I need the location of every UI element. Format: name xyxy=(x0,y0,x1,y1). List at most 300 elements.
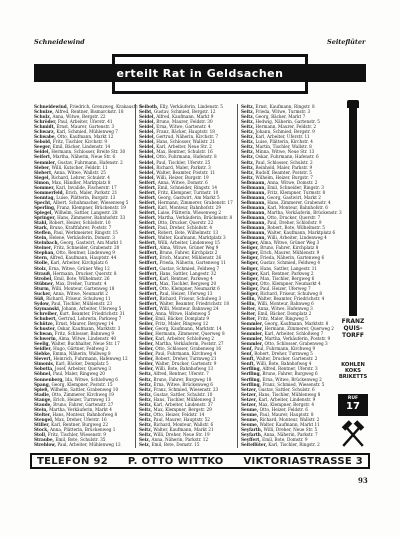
entry-details: Paul, Fuhrmann, Kirchweg 9 xyxy=(254,346,316,352)
entry-details: Georg, Gastwirt, Am Markt 1 xyxy=(60,240,123,246)
entry-surname: Seliger, xyxy=(241,270,259,276)
entry-details: Paul, Maurer, Hauptstr. 8 xyxy=(259,411,314,417)
entry-surname: Seitz, xyxy=(139,401,153,407)
entry-details: Robert, Heizer, Schloßstr. 10 xyxy=(49,220,111,226)
entry-details: Paul, Arbeiter, Uferstr. 41 xyxy=(57,119,113,125)
entry-surname: Süß, xyxy=(34,295,45,301)
entry-surname: Stein, xyxy=(34,406,48,412)
entry-details: Hans, Sattler, Langestr. 11 xyxy=(260,265,318,271)
entry-details: Erna, Witwe, Gartenstr. 4 xyxy=(156,124,211,130)
entry-surname: Seitz, xyxy=(139,416,153,422)
entry-surname: Seitz, xyxy=(241,144,255,150)
entry-surname: Seidel, xyxy=(139,129,155,135)
entry-details: Richard, Friseur, Schulweg 11 xyxy=(46,295,111,301)
entry-details: Walter, Drucker, Gartenstr. 9 xyxy=(155,361,217,367)
entry-details: Johann, Schmied, Bergstr. 9 xyxy=(255,129,315,135)
entry-details: Gertrud, Lehrerin, Parkweg 7 xyxy=(58,315,122,321)
entry-surname: Seitz, xyxy=(139,376,153,382)
entry-details: Emil, Bäcker, Domplatz 2 xyxy=(257,310,312,316)
entry-details: Otto, Heizer, Feldstr. 6 xyxy=(259,406,308,412)
entry-surname: Senft, xyxy=(241,361,255,367)
entry-details: Ernst, Kaufmann, Ringstr. 8 xyxy=(255,104,315,109)
entry-details: Richard, Maler, Parkstr. 3 xyxy=(156,164,211,170)
ad-phone-label: RUF xyxy=(347,396,359,401)
directory-column-3 xyxy=(241,104,342,448)
footer-phone: TELEFON 92 xyxy=(37,455,108,467)
entry-surname: Seitz, xyxy=(139,396,153,402)
entry-surname: Seiffert, xyxy=(139,260,158,266)
entry-surname: Seiffert, xyxy=(139,300,158,306)
entry-surname: Seitz, xyxy=(241,149,255,155)
entry-details: Anna, Witwe, Hafenweg 5 xyxy=(155,310,211,316)
entry-surname: Semmler, xyxy=(241,341,264,347)
entry-surname: Sonntag, xyxy=(34,194,55,200)
entry-surname: Seiffert, xyxy=(139,305,158,311)
entry-details: Otto, Zimmerer, Kirchweg 19 xyxy=(51,391,114,397)
entry-surname: Seiler, xyxy=(139,326,154,332)
entry-details: Hans, Monteur, Bahnhofweg 8 xyxy=(52,411,118,417)
entry-surname: Selbmann, xyxy=(241,235,266,241)
entry-surname: Seidel, xyxy=(34,149,50,155)
entry-surname: Sievert, xyxy=(34,356,52,362)
entry-surname: Sommer, xyxy=(34,184,55,190)
entry-surname: Staude, xyxy=(34,401,52,407)
entry-surname: Seelig, xyxy=(34,341,50,347)
entry-surname: Seiler, xyxy=(139,331,154,337)
entry-surname: Strehlow, xyxy=(34,442,56,448)
entry-details: Emil, Schneider, Ringstr. 14 xyxy=(157,184,218,190)
entry-details: Walter, Buchhalter, Neue Str. 17 xyxy=(51,341,120,347)
entry-details: Richard, Friseur, Schulweg 8 xyxy=(260,290,323,296)
entry-details: Erna, Witwe, Brückenweg 2 xyxy=(262,376,322,382)
entry-details: Max, Dreher, Turmstr. 4 xyxy=(55,280,107,286)
entry-details: Willi, Bote, Bahnhofweg 4 xyxy=(256,361,312,367)
entry-details: Erich, Maurer, Mühlenstr. 26 xyxy=(159,255,222,261)
entry-surname: Sellin, xyxy=(241,295,256,301)
entry-details: Willi, Monteur, Bahnweg 6 xyxy=(257,300,314,306)
entry-surname: Seliger, xyxy=(241,275,259,281)
entry-surname: Sydow, xyxy=(34,300,50,306)
entry-details: Walter, Kaufmann, Markt 11 xyxy=(259,421,320,427)
entry-surname: Seeger, xyxy=(34,144,52,150)
entry-surname: Schwerin, xyxy=(34,336,58,342)
entry-details: Richard, Monteur, Wallstr. 6 xyxy=(153,421,214,427)
entry-surname: Setzer, xyxy=(241,401,258,407)
entry-details: Fritz, Tischler, Wiesenstr. 9 xyxy=(47,432,106,438)
footer-company: P. OTTO WITTKO xyxy=(127,455,224,467)
entry-details: Robert, Dreher, Turmweg 5 xyxy=(254,351,313,357)
entry-details: Frieda, Witwe, Turmstr. 3 xyxy=(255,109,311,115)
entry-surname: Seiler, xyxy=(139,361,154,367)
entry-details: Walter, Kaufmann, Markt 21 xyxy=(153,427,214,432)
entry-surname: Sobotta, xyxy=(34,366,54,372)
entry-details: Georg, Kaufmann, Marktstr. 8 xyxy=(264,321,329,327)
entry-surname: Seiler, xyxy=(139,321,154,327)
entry-surname: Selbmann, xyxy=(241,204,266,210)
ad-fuel-item: KOKS xyxy=(345,368,361,375)
entry-surname: Stern, xyxy=(34,255,49,261)
entry-details: Gertrud, Näherin, Kirchstr. 7 xyxy=(156,134,219,140)
entry-details: Hermann, Drucker, Querstr. 8 xyxy=(52,270,117,276)
entry-details: Karl, Monteur, Bahnhofstr. 6 xyxy=(267,204,328,210)
entry-details: Martha, Näherin, Neue Str. 6 xyxy=(52,154,116,160)
entry-surname: Seifert, xyxy=(139,209,157,215)
entry-surname: Springer, xyxy=(34,215,56,221)
entry-details: Paul, Heizer, Uferweg 13 xyxy=(159,290,213,296)
entry-details: Gustav, Sattler, Schulstr. 6 xyxy=(258,386,315,392)
entry-details: Minna, Witwe, Neue Str. 13 xyxy=(255,149,315,155)
entry-surname: Seifert, xyxy=(139,184,157,190)
entry-surname: Spieß, xyxy=(34,386,49,392)
entry-surname: Seidel, xyxy=(139,169,155,175)
entry-details: Karl, Bäcker, Domplatz 5 xyxy=(55,361,109,367)
entry-details: Erna, Witwe, Brückenweg 6 xyxy=(153,381,213,387)
entry-details: Josef, Arbeiter, Querweg 3 xyxy=(54,366,112,372)
entry-surname: Seifert, xyxy=(139,189,157,195)
entry-details: Hedwig, Näherin, Gartenstr. 5 xyxy=(255,119,320,125)
entry-details: Otto, Fuhrmann, Hafenstr. 8 xyxy=(156,154,217,160)
ad-brand xyxy=(335,318,371,339)
entry-surname: Seitz, xyxy=(241,174,255,180)
entry-surname: Seitz, xyxy=(139,421,153,427)
ad-phone-badge xyxy=(338,394,368,416)
entry-details: Ernst, Maurer, Gartenstr. 3 xyxy=(56,124,115,130)
entry-details: Martha, Verkäuferin, Markt 4 xyxy=(49,406,112,412)
entry-details: Wilhelm, Heizer, Burgstr. 7 xyxy=(255,174,313,180)
entry-details: Reinhold, Maler, Parkstr. 9 xyxy=(255,164,313,170)
directory-entry xyxy=(139,442,233,447)
entry-details: Willi, Dreher, Neue Str. 19 xyxy=(153,432,210,438)
entry-details: Gustav, Schmied, Feldweg 4 xyxy=(260,260,321,266)
entry-surname: Stock, xyxy=(34,427,49,432)
entry-surname: Seiboth, xyxy=(139,104,159,109)
entry-details: Anna, Witwe, Hafenweg 3 xyxy=(257,305,313,311)
entry-details: Bruno, Fahrer, Burgweg 18 xyxy=(153,376,212,382)
entry-details: Karl, Arbeiter, Neue Str. 2 xyxy=(156,144,212,150)
entry-surname: Stoll, xyxy=(34,432,47,438)
entry-surname: Strobel, xyxy=(34,275,53,281)
entry-details: Paul, Heizer, Uferweg 7 xyxy=(260,285,311,291)
entry-surname: Steiner, xyxy=(34,245,53,251)
entry-surname: Seiffert, xyxy=(139,285,158,291)
entry-details: Richard, Lehrer, Schulstr. 4 xyxy=(51,174,110,180)
entry-details: Anna, Plätterin, Brückenweg 1 xyxy=(50,427,116,432)
entry-details: Karl, Invalide, Fischerstr. 17 xyxy=(56,184,117,190)
entry-surname: Selbmann, xyxy=(241,194,266,200)
entry-details: Willi, Monteur, Bahnweg 24 xyxy=(159,305,219,311)
entry-surname: Sieber, xyxy=(34,164,51,170)
entry-surname: Stübner, xyxy=(34,280,54,286)
entry-surname: Seyfarth, xyxy=(241,432,263,438)
entry-surname: Seiffert, xyxy=(139,250,158,256)
entry-surname: Seidel, xyxy=(139,164,155,170)
entry-details: Max, Händler, Marktplatz 8 xyxy=(51,179,111,185)
entry-details: Otto, Kaufmann, Markt 12 xyxy=(57,134,114,140)
entry-details: Alfred, Kaufmann, Markt 9 xyxy=(156,114,214,120)
entry-surname: Sperling, xyxy=(34,204,56,210)
entry-details: Robert, Bote, Wilhelmstr. 13 xyxy=(157,230,219,236)
entry-details: Emil, Bäcker, Lindenstr. 14 xyxy=(52,144,111,150)
entry-details: Karl, Tischler, Ringstr. 2 xyxy=(268,442,320,448)
entry-details: Paul, Maler, Ringweg 20 xyxy=(52,371,105,377)
entry-surname: Seiz, xyxy=(139,442,151,448)
entry-surname: Seliger, xyxy=(241,255,259,261)
entry-surname: Sonnenberg, xyxy=(34,376,64,382)
entry-details: Walter, Kaufmann, Marktplatz 6 xyxy=(267,230,336,236)
entry-surname: Seume, xyxy=(241,416,259,422)
entry-surname: Seifert, xyxy=(139,199,157,205)
entry-surname: Sturm, xyxy=(34,285,51,291)
entry-surname: Seitz, xyxy=(241,109,255,115)
entry-details: Otto, Heizer, Feldstr. 14 xyxy=(153,411,205,417)
directory-entry xyxy=(34,442,130,447)
entry-details: Albert, Schuhmacher, Wiesenweg 5 xyxy=(52,199,129,205)
entry-surname: Seidel, xyxy=(139,134,155,140)
entry-details: Hermann, Zimmerer, Querweg 8 xyxy=(155,331,225,337)
entry-details: Richard, Monteur, Wallstr. 2 xyxy=(259,416,320,422)
directory-entry xyxy=(241,442,327,447)
entry-details: Bruno, Fahrer, Kirchplatz 8 xyxy=(260,245,319,251)
crossed-hammers-icon xyxy=(339,420,367,448)
entry-details: Willi, Dreher, Neue Str. 5 xyxy=(263,427,318,432)
entry-details: Willi, Arbeiter, Lindenweg 4 xyxy=(267,235,327,241)
column-divider xyxy=(135,104,136,448)
entry-details: Karl, Rentner, Burgweg 22 xyxy=(51,421,108,427)
entry-surname: Seitz, xyxy=(241,154,255,160)
entry-details: Karl, Arbeiter, Kirchplatz 6 xyxy=(50,260,108,266)
entry-details: Fritz, Klempner, Turmstr. 8 xyxy=(267,189,326,195)
entry-details: Erich, Maler, Parkstr. 21 xyxy=(65,189,118,195)
entry-surname: Semmler, xyxy=(241,326,264,332)
entry-surname: Seiler, xyxy=(139,346,154,352)
entry-details: Robert, Dreher, Turmweg 21 xyxy=(155,356,217,362)
entry-surname: Sebold, xyxy=(34,139,52,145)
entry-surname: Selbmann, xyxy=(241,225,266,231)
entry-surname: Seifert, xyxy=(139,204,157,210)
entry-surname: Seiler, xyxy=(139,356,154,362)
entry-surname: Seiteflüter, xyxy=(241,442,267,448)
entry-details: Georg, Klempner, Poststr. 15 xyxy=(51,381,113,387)
entry-surname: Strauß, xyxy=(34,270,52,276)
entry-surname: Stark, xyxy=(34,225,49,231)
entry-surname: Serfling, xyxy=(241,371,261,377)
entry-details: Hans, Zimmerer, Grabenstr. 4 xyxy=(267,199,331,205)
entry-details: Paul, Tischler, Uferstr. 25 xyxy=(156,159,211,165)
entry-surname: Seitz, xyxy=(139,391,153,397)
entry-surname: Seidel, xyxy=(139,159,155,165)
entry-surname: Selbmann, xyxy=(241,209,266,215)
entry-surname: Seidel, xyxy=(139,174,155,180)
entry-surname: Semmler, xyxy=(34,159,57,165)
entry-surname: Seitz, xyxy=(241,164,255,170)
directory-column-1 xyxy=(34,104,143,448)
entry-surname: Seume, xyxy=(241,411,259,417)
entry-details: Hans, Sattler, Langestr. 32 xyxy=(159,270,217,276)
entry-surname: Simon, xyxy=(34,179,51,185)
entry-details: Paul, Dreher, Schloßstr. 4 xyxy=(157,225,212,231)
entry-surname: Stadie, xyxy=(34,391,51,397)
entry-surname: Seiffert, xyxy=(139,280,158,286)
entry-details: Bruno, Fahrer, Gartenstr. 27 xyxy=(53,401,114,407)
entry-details: Alfred, Rentner, Uferstr. 7 xyxy=(153,371,209,377)
entry-details: Emil, Schneider, Ringstr. 3 xyxy=(267,184,324,190)
ad-fuel-list xyxy=(335,362,371,381)
entry-surname: Selbmann, xyxy=(241,199,266,205)
entry-surname: Seliger, xyxy=(241,260,259,266)
entry-surname: Selbmann, xyxy=(241,179,266,185)
entry-details: Max, Dreher, Uferstr. 16 xyxy=(54,416,107,422)
entry-details: Bruno, Fahrer, Kirchplatz 2 xyxy=(159,250,218,256)
entry-surname: Specht, xyxy=(34,199,52,205)
entry-details: Fritz, Klempner, Turmstr. 10 xyxy=(157,189,219,195)
entry-surname: Schütze, xyxy=(34,321,55,327)
entry-surname: Serfling, xyxy=(241,366,261,372)
entry-details: Luise, Plätterin, Wiesenweg 2 xyxy=(157,209,222,215)
running-head-left: Schneidewind xyxy=(34,38,85,46)
entry-details: Fritz, Maler, Ringweg 5 xyxy=(257,315,308,321)
entry-details: Otto, Drucker, Querstr. 22 xyxy=(157,220,214,226)
entry-surname: Seidel, xyxy=(139,114,155,120)
banner-band xyxy=(34,64,366,82)
entry-details: Walter, Beamter, Friedrichstr. 4 xyxy=(257,295,325,301)
entry-details: Emil, Bäcker, Domplatz 9 xyxy=(155,315,210,321)
entry-surname: Schwabe, xyxy=(34,134,56,140)
entry-surname: Seidel, xyxy=(139,149,155,155)
entry-details: Erich, Heizer, Turmweg 13 xyxy=(53,396,111,402)
entry-details: Franz, Schmied, Wiesenstr. 23 xyxy=(153,386,219,392)
entry-surname: Stengel, xyxy=(34,416,54,422)
entry-details: Fritz, Schlosser, Bahnweg 9 xyxy=(54,331,115,337)
entry-details: Emil, Bote, Domstr. 15 xyxy=(151,442,200,448)
entry-surname: Stahl, xyxy=(34,220,48,226)
entry-details: Hermann, Zimmerer, Querweg 2 xyxy=(264,326,334,332)
entry-details: Hans, Tischler, Mühlenweg 3 xyxy=(153,396,216,402)
entry-surname: Seliger, xyxy=(241,285,259,291)
entry-surname: Seitz, xyxy=(241,119,255,125)
entry-surname: Stolle, xyxy=(34,260,50,266)
ad-brand-line: FRANZ xyxy=(341,318,365,325)
entry-details: Willi, Arbeiter, Lindenweg 15 xyxy=(157,240,220,246)
entry-details: Otto, Drucker, Querstr. 7 xyxy=(267,215,321,221)
entry-details: Alma, Witwe, Grüner Weg 9 xyxy=(159,245,219,251)
entry-details: Franz, Bäcker, Hauptstr. 18 xyxy=(156,129,215,135)
entry-details: Walter, Beamter, Poststr. 11 xyxy=(156,169,216,175)
entry-surname: Stelter, xyxy=(34,411,52,417)
entry-details: Karl, Monteur, Bahnhofstr. 29 xyxy=(157,204,221,210)
entry-details: Karl, Arbeiter, Lindenstr. 37 xyxy=(153,401,213,407)
entry-surname: Seifert, xyxy=(139,194,157,200)
entry-details: Richard, Friseur, Schulweg 3 xyxy=(159,295,222,301)
entry-details: Georg, Gastwirt, Markt 2 xyxy=(267,194,321,200)
entry-surname: Seidel, xyxy=(139,119,155,125)
entry-surname: Seliger, xyxy=(241,245,259,251)
entry-details: Alfred, Rentner, Bismarckstr. 18 xyxy=(55,109,124,115)
entry-details: Gustav, Schmied, Bergstr. 12 xyxy=(153,109,216,115)
entry-details: Rudolf, Beamter, Poststr. 5 xyxy=(255,169,312,175)
entry-details: Alma, Witwe, Grüner Weg 3 xyxy=(260,240,320,246)
ad-brand-line: TORFF xyxy=(341,332,364,339)
entry-surname: Senf, xyxy=(241,346,253,352)
entry-details: Alma, Witwe, Lindenstr. 40 xyxy=(58,336,117,342)
ad-brand-line: QUIS- xyxy=(343,325,363,332)
entry-surname: Seiz, xyxy=(139,437,151,443)
entry-surname: Seidel, xyxy=(139,124,155,130)
entry-details: Franz, Schmied, Wiesenstr. 5 xyxy=(262,381,325,387)
entry-surname: Sommerfeld, xyxy=(34,189,64,195)
entry-details: Emil, Bote, Schulstr. 35 xyxy=(55,437,106,443)
entry-surname: Seitz, xyxy=(241,134,255,140)
entry-surname: Seitz, xyxy=(241,139,255,145)
entry-details: Paul, Fuhrmann, Kirchweg 4 xyxy=(155,351,217,357)
entry-surname: Seifert, xyxy=(139,179,157,185)
entry-details: Erich, Maurer, Mühlenstr. 9 xyxy=(260,250,320,256)
entry-surname: Seiffert, xyxy=(139,290,158,296)
entry-details: Willi, Heizer, Burgstr. 19 xyxy=(156,174,209,180)
entry-details: Wilhelm, Sattler, Langestr. 28 xyxy=(54,209,118,215)
page-number: 93 xyxy=(358,476,368,485)
entry-surname: Seyfarth, xyxy=(241,427,263,432)
entry-surname: Stolz, xyxy=(34,265,48,271)
entry-details: Helene, Verkäuferin, Domstr. 3 xyxy=(49,235,115,241)
entry-surname: Seiffert, xyxy=(139,245,158,251)
directory-column-2 xyxy=(139,104,233,448)
entry-details: Fritz, Maler, Ringweg 12 xyxy=(155,321,209,327)
entry-details: Wilhelm, Sattler, Grabenweg 10 xyxy=(50,386,119,392)
entry-details: Emil, Bote, Wilhelmstr. 26 xyxy=(53,275,110,281)
entry-details: Paul, Tischler, Mühlenstr. 23 xyxy=(51,300,112,306)
entry-surname: Seidel, xyxy=(139,139,155,145)
entry-surname: Selbmann, xyxy=(241,220,266,226)
entry-surname: Selter, xyxy=(241,315,257,321)
entry-surname: Seiffert, xyxy=(139,275,158,281)
entry-surname: Seliger, xyxy=(241,290,259,296)
entry-details: Hans, Zimmerer, Bahnhofstr. 33 xyxy=(57,215,126,221)
entry-surname: Selbmann, xyxy=(241,189,266,195)
entry-surname: Stange, xyxy=(34,396,52,402)
entry-surname: Seyffert, xyxy=(241,437,261,443)
entry-surname: Seiler, xyxy=(139,315,154,321)
entry-surname: Siebke, xyxy=(34,351,52,357)
entry-surname: Seitz, xyxy=(241,104,255,109)
entry-details: Fritz, Schneider, Grabenstr. 20 xyxy=(53,245,120,251)
entry-details: Paul, Arbeiter, Mühlenweg 12 xyxy=(57,442,121,448)
entry-details: Frieda, Näherin, Gartenweg 6 xyxy=(260,255,325,261)
entry-details: Willi, Bote, Bahnhofweg 13 xyxy=(155,366,214,372)
entry-surname: Seitz, xyxy=(139,411,153,417)
entry-surname: Schreiber, xyxy=(34,310,59,316)
entry-details: Karl, Arbeiter, Schloßweg 7 xyxy=(264,331,324,337)
entry-details: Hermann, Maurer, Feldstr. 2 xyxy=(255,124,317,130)
entry-surname: Seitz, xyxy=(139,427,153,432)
entry-surname: Seidler, xyxy=(34,346,52,352)
entry-details: Emma, Näherin, Wallweg 8 xyxy=(52,351,111,357)
entry-details: Friedrich, Grenzweg, Krakaustr. 5 xyxy=(69,104,143,109)
entry-details: Walter, Kaufmann, Marktplatz 3 xyxy=(157,235,226,241)
entry-details: Max, Rentner, Schulstr. 16 xyxy=(156,149,213,155)
entry-surname: Seiffert, xyxy=(139,270,158,276)
entry-surname: Selbmann, xyxy=(241,184,266,190)
entry-surname: Szymanski, xyxy=(34,305,61,311)
entry-details: Hermann, Schlosser, Breite Str. 30 xyxy=(51,149,126,155)
entry-details: Anna, Witwe, Domstr. 2 xyxy=(267,179,318,185)
entry-surname: Seifert, xyxy=(139,215,157,221)
entry-details: Georg, Gastwirt, Am Markt 5 xyxy=(157,194,220,200)
entry-details: Hans, Tischler, Mühlenweg 8 xyxy=(258,391,321,397)
entry-details: Oskar, Kaufmann, Marktstr. 3 xyxy=(57,326,121,332)
entry-details: Anna, Witwe, Neumarkt 2 xyxy=(52,290,108,296)
entry-surname: Seibt, xyxy=(139,109,153,115)
entry-surname: Seitz, xyxy=(241,169,255,175)
